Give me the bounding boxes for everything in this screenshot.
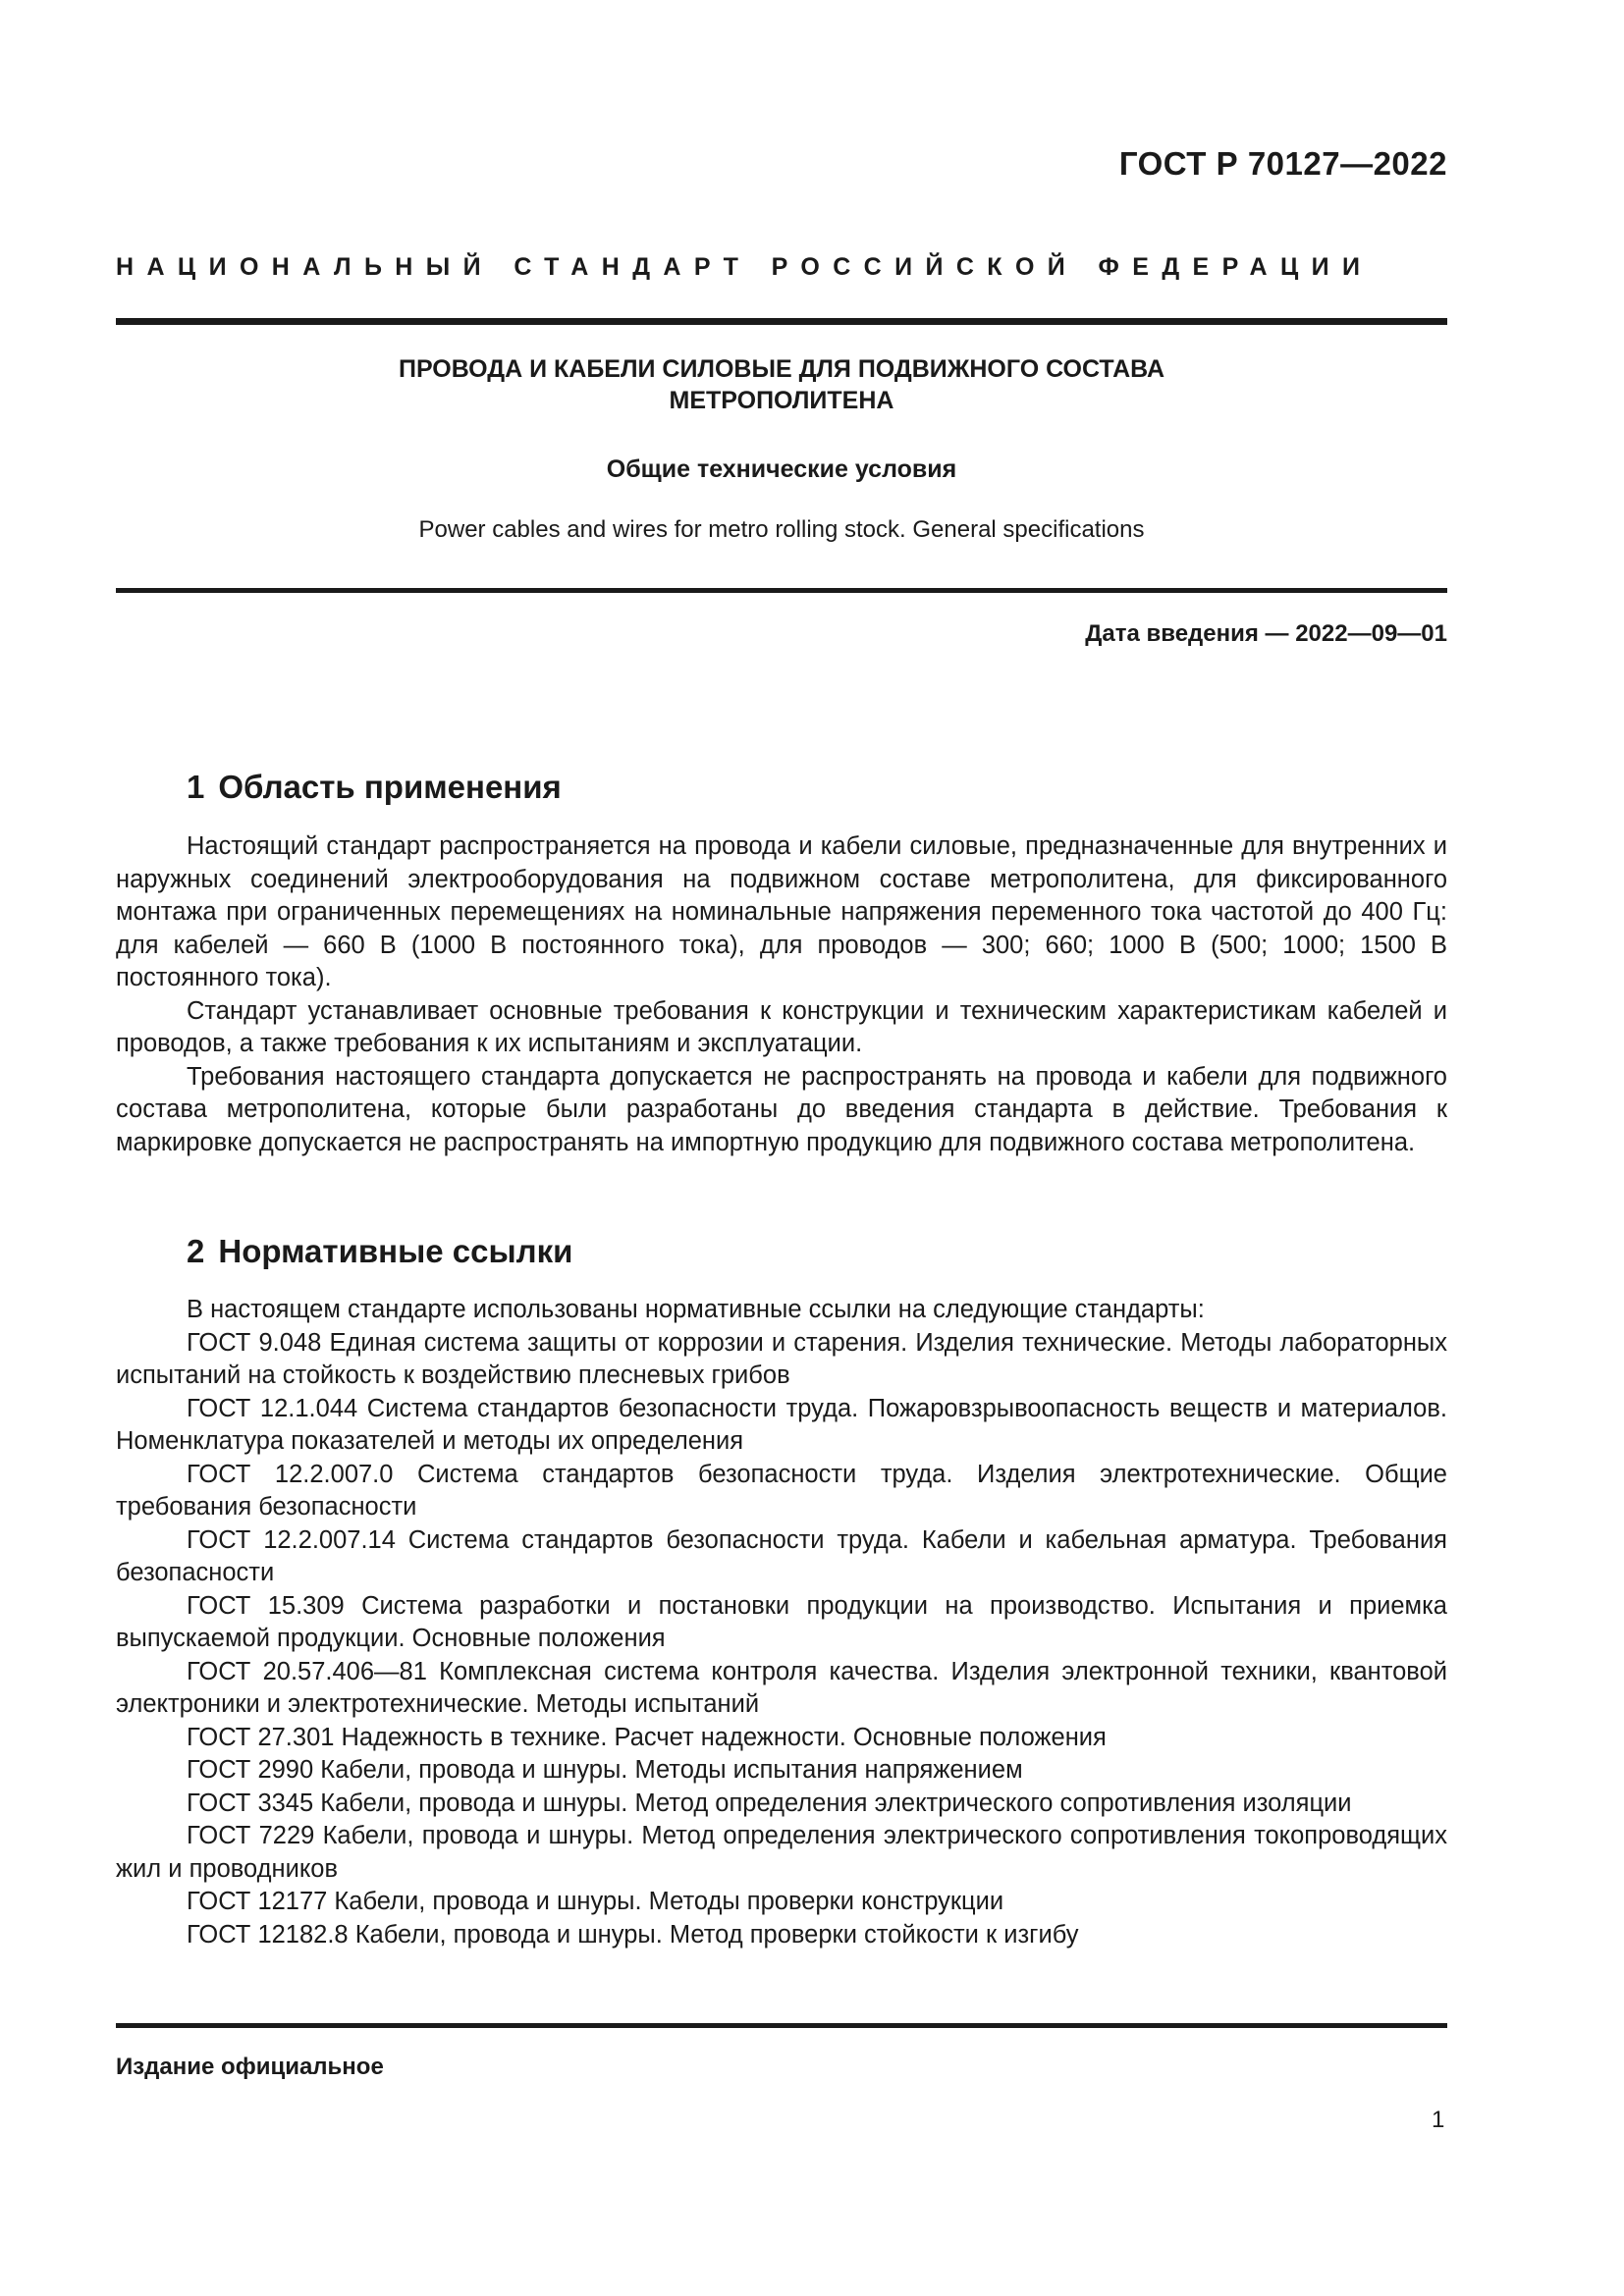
section-1-body <box>116 830 1447 1159</box>
section-2-heading <box>187 1233 572 1270</box>
paragraph: Требования настоящего стандарта допускается не распространять на провода и кабели для подвижного состава метрополитена, которые были разработаны до введения стандарта в действие. Требования к маркировке допускается не распространять на импортную продукцию для подвижного состава метрополитена. <box>116 1062 1447 1156</box>
reference-item: ГОСТ 3345 Кабели, провода и шнуры. Метод определения электрического сопротивления изоляции <box>187 1789 1352 1817</box>
introduction-date: Дата введения — 2022—09—01 <box>1085 620 1447 647</box>
reference-item: ГОСТ 27.301 Надежность в технике. Расчет надежности. Основные положения <box>187 1723 1107 1751</box>
title-divider <box>116 588 1447 593</box>
page-number: 1 <box>1432 2107 1445 2133</box>
reference-item: ГОСТ 9.048 Единая система защиты от коррозии и старения. Изделия технические. Методы лабораторных испытаний на стойкость к воздействию плесневых грибов <box>116 1328 1447 1389</box>
official-edition-label: Издание официальное <box>116 2054 384 2080</box>
document-subtitle: Общие технические условия <box>606 455 957 483</box>
footer-divider <box>116 2023 1447 2028</box>
section-number: 1 <box>187 769 205 805</box>
section-title: Область применения <box>218 769 562 805</box>
paragraph: Настоящий стандарт распространяется на провода и кабели силовые, предназначенные для внутренних и наружных соединений электрооборудования на подвижном составе метрополитена, для фиксированного монтажа при ограниченных перемещениях на номинальные напряжения переменного тока частотой до 400 Гц: для кабелей — 660 В (1000 В постоянного тока), для проводов — 300; 660; 1000 В (500; 1000; 1500 В постоянного тока). <box>116 832 1447 991</box>
reference-item: ГОСТ 12.2.007.14 Система стандартов безопасности труда. Кабели и кабельная арматура. Требования безопасности <box>116 1525 1447 1586</box>
reference-item: ГОСТ 12.1.044 Система стандартов безопасности труда. Пожаровзрывоопасность веществ и материалов. Номенклатура показателей и методы их определения <box>116 1394 1447 1455</box>
document-title <box>116 353 1447 416</box>
english-title: Power cables and wires for metro rolling stock. General specifications <box>418 516 1145 543</box>
reference-item: ГОСТ 20.57.406—81 Комплексная система контроля качества. Изделия электронной техники, квантовой электроники и электротехнические. Методы испытаний <box>116 1657 1447 1718</box>
top-divider <box>116 318 1447 325</box>
national-standard-banner: НАЦИОНАЛЬНЫЙ СТАНДАРТ РОССИЙСКОЙ ФЕДЕРАЦИИ <box>116 253 1374 281</box>
reference-item: ГОСТ 12182.8 Кабели, провода и шнуры. Метод проверки стойкости к изгибу <box>187 1920 1079 1949</box>
section-title: Нормативные ссылки <box>218 1233 573 1269</box>
section-1-heading <box>187 769 562 806</box>
section-number: 2 <box>187 1233 205 1269</box>
reference-item: ГОСТ 12.2.007.0 Система стандартов безопасности труда. Изделия электротехнические. Общие требования безопасности <box>116 1460 1447 1521</box>
reference-item: ГОСТ 15.309 Система разработки и постановки продукции на производство. Испытания и приемка выпускаемой продукции. Основные положения <box>116 1591 1447 1652</box>
paragraph: Стандарт устанавливает основные требования к конструкции и техническим характеристикам кабелей и проводов, а также требования к их испытаниям и эксплуатации. <box>116 996 1447 1057</box>
title-line-1: ПРОВОДА И КАБЕЛИ СИЛОВЫЕ ДЛЯ ПОДВИЖНОГО СОСТАВА <box>398 355 1165 383</box>
document-number: ГОСТ Р 70127—2022 <box>1118 145 1447 182</box>
reference-item: ГОСТ 7229 Кабели, провода и шнуры. Метод определения электрического сопротивления токопроводящих жил и проводников <box>116 1822 1447 1883</box>
reference-item: ГОСТ 12177 Кабели, провода и шнуры. Методы проверки конструкции <box>187 1888 1004 1915</box>
paragraph: В настоящем стандарте использованы нормативные ссылки на следующие стандарты: <box>187 1296 1205 1323</box>
section-2-body <box>116 1294 1447 1951</box>
reference-item: ГОСТ 2990 Кабели, провода и шнуры. Методы испытания напряжением <box>187 1756 1023 1784</box>
title-line-2: МЕТРОПОЛИТЕНА <box>669 387 894 414</box>
